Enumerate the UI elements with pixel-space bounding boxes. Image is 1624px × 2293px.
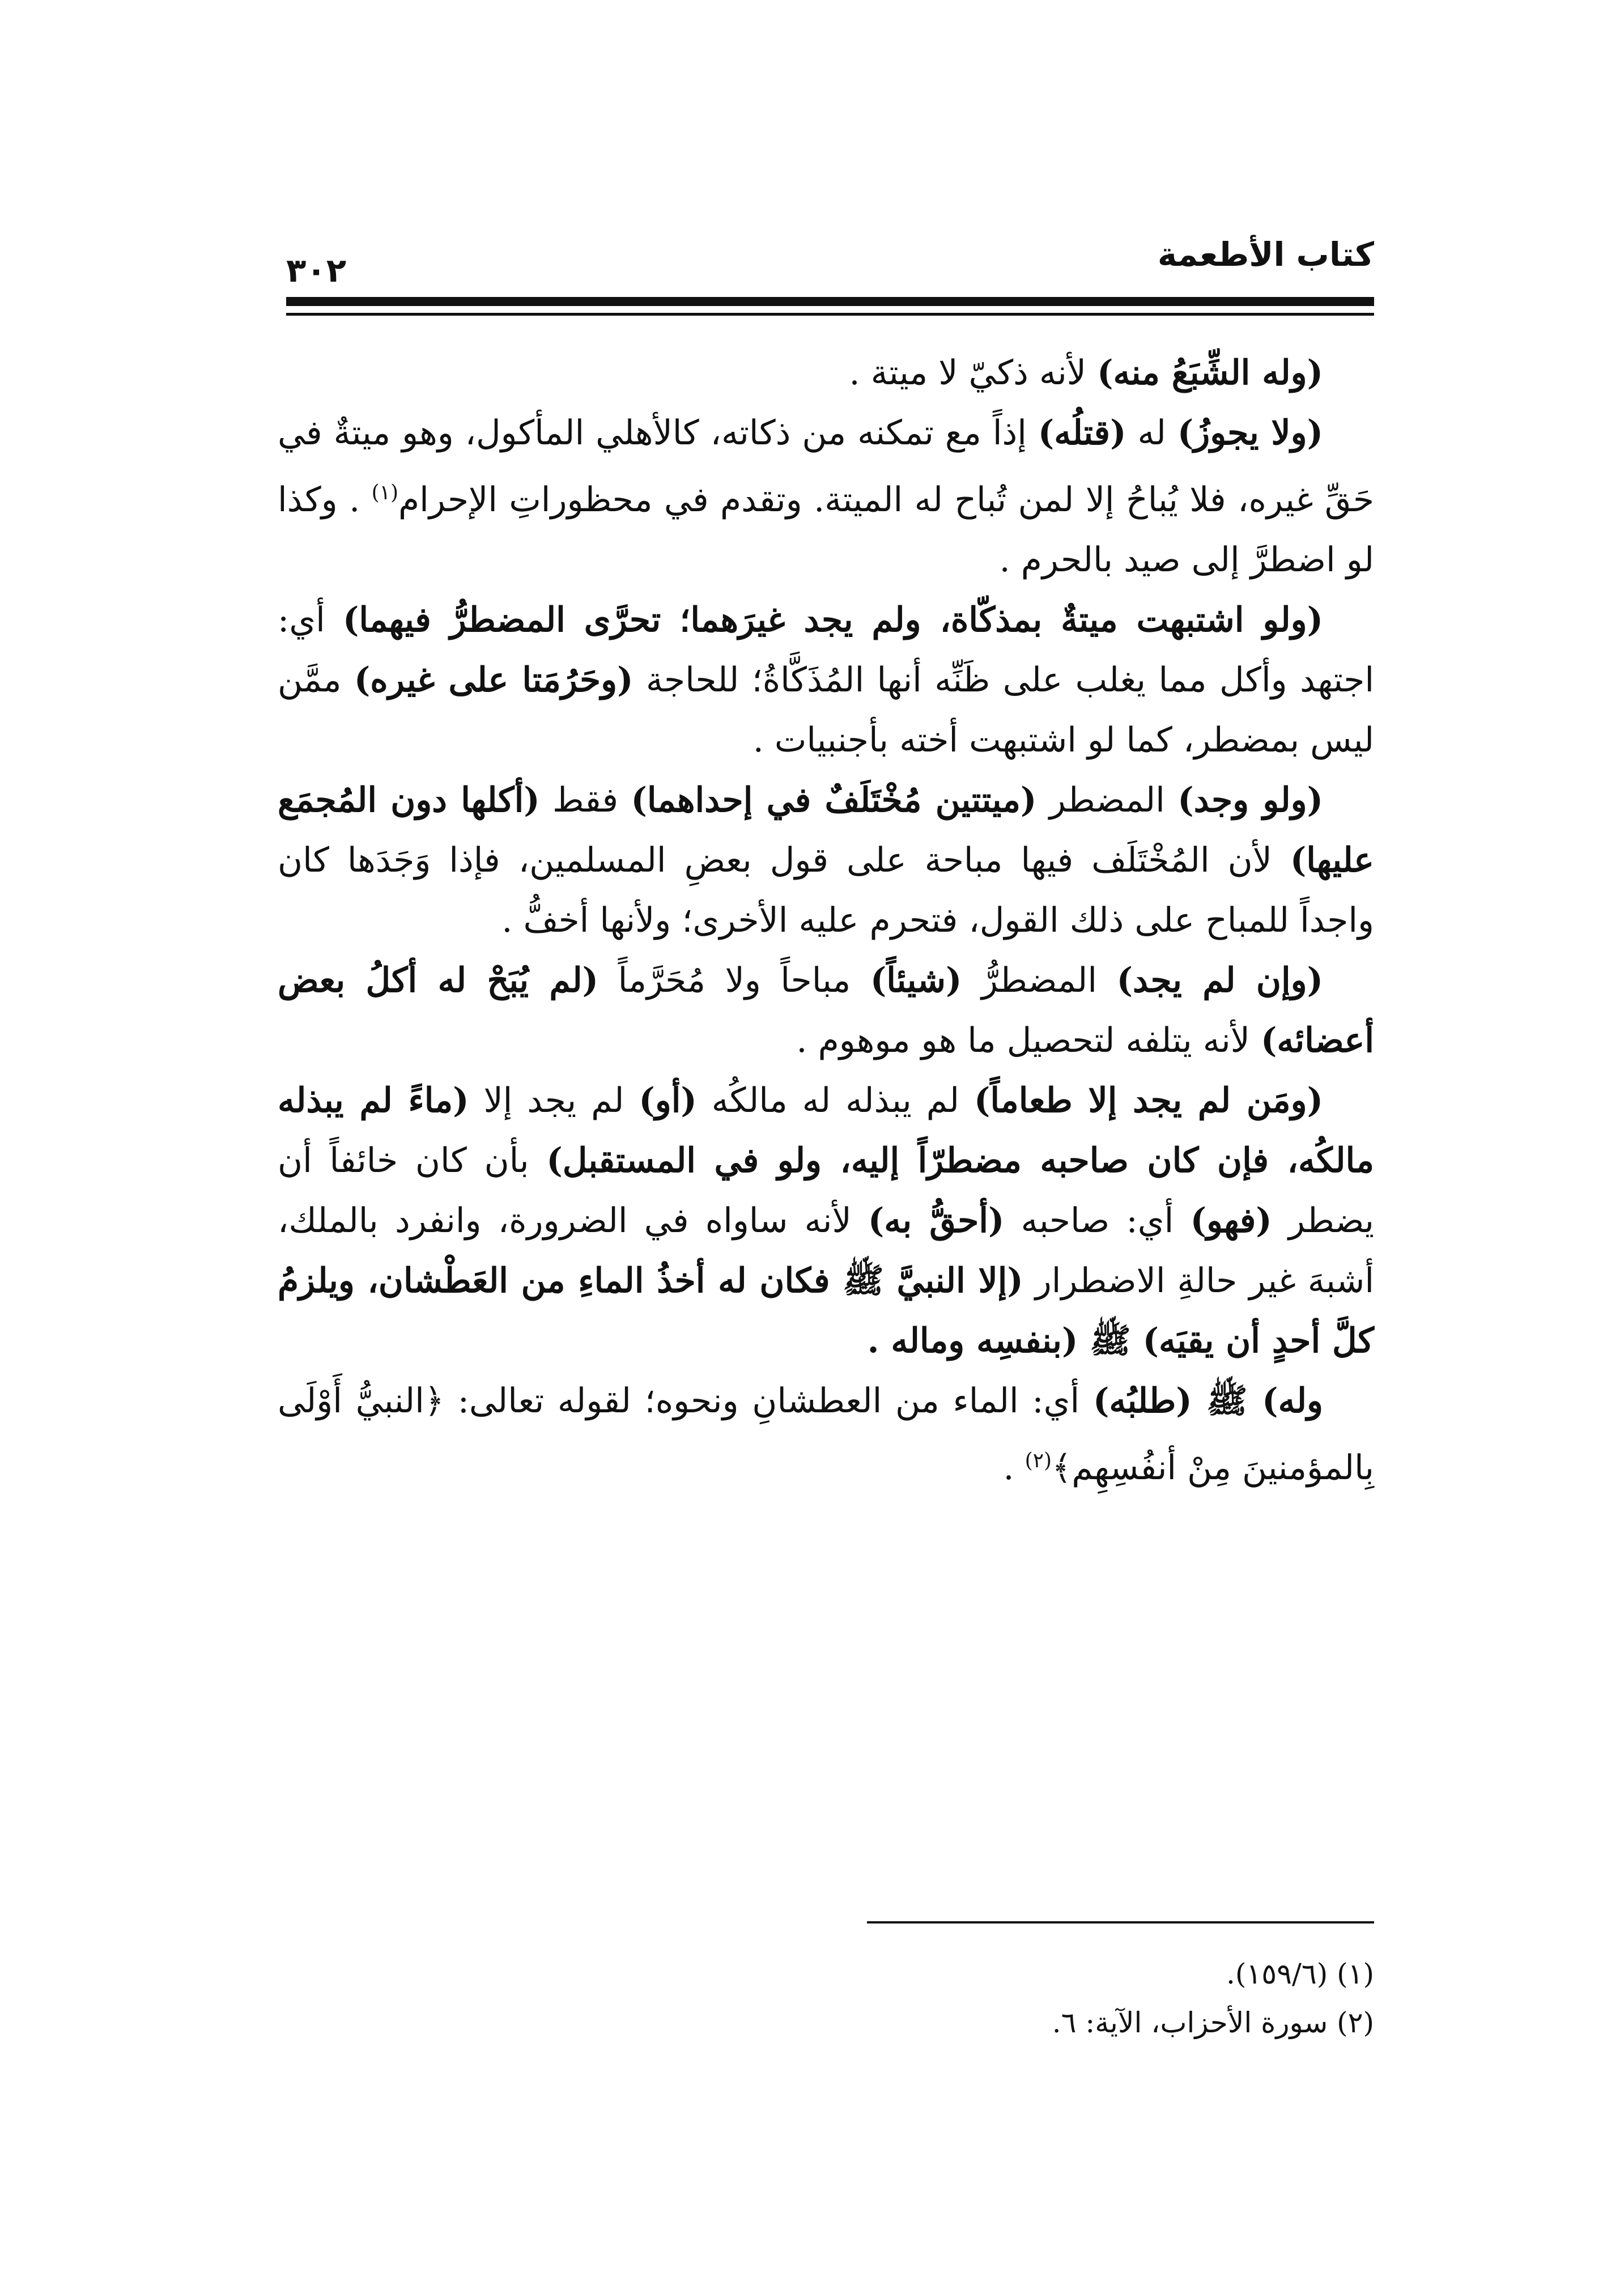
commentary-text: أي: صاحبه xyxy=(1004,1201,1191,1241)
commentary-text: بأن كان خائفاً أن يضطر xyxy=(278,1141,1374,1241)
commentary-text: لأنه ذكيّ لا ميتة . xyxy=(849,353,1098,393)
commentary-text: لم يبذله له مالكُه xyxy=(696,1081,974,1120)
commentary-text: أي: اجتهد وأكل مما يغلب على ظَنِّه أنها المُذَكَّاةُ؛ للحاجة xyxy=(278,600,1374,700)
footnote-marker: (١) xyxy=(371,481,399,504)
commentary-text: فقط xyxy=(539,780,631,820)
paragraph xyxy=(278,950,1374,1071)
matn-text: (ولا يجوزُ) xyxy=(1177,413,1323,453)
matn-text: (أكلها دون المُجمَع عليها) xyxy=(278,780,1374,880)
body-text xyxy=(278,343,1374,1498)
matn-text: (إلا النبيَّ ﷺ فكان له أخذُ الماءِ من العَطْشان، ويلزمُ كلَّ أحدٍ أن يقيَه) ﷺ (بنفسِه وماله . xyxy=(278,1261,1374,1361)
commentary-text: لأنه ساواه في الضرورة، وانفرد بالملك، أشبهَ غير حالةِ الاضطرار xyxy=(278,1201,1374,1301)
commentary-text: ممَّن ليس بمضطر، كما لو اشتبهت أخته بأجنبيات . xyxy=(278,660,1374,760)
matn-text: (ميتتين مُخْتَلَفٌ في إحداهما) xyxy=(631,780,1037,820)
commentary-text: . xyxy=(1003,1448,1025,1488)
matn-text: (وله الشِّبَعُ منه) xyxy=(1097,353,1323,393)
paragraph xyxy=(278,403,1374,590)
matn-text: (قتلُه) xyxy=(1038,413,1126,453)
commentary-text: مباحاً ولا مُحَرَّماً xyxy=(598,961,870,1000)
header-rule-thin xyxy=(286,313,1374,316)
page-number: ٣٠٢ xyxy=(286,251,347,290)
commentary-text: لأنه يتلفه لتحصيل ما هو موهوم . xyxy=(796,1021,1261,1060)
running-header xyxy=(286,224,1374,290)
matn-text: (وإن لم يجد) xyxy=(1116,961,1324,1000)
matn-text: (ومَن لم يجد إلا طعاماً) xyxy=(973,1081,1323,1120)
matn-text: (أحقُّ به) xyxy=(868,1201,1005,1241)
footnote-separator xyxy=(867,1921,1374,1923)
paragraph xyxy=(278,343,1374,403)
matn-text: (ولو وجد) xyxy=(1177,780,1324,820)
commentary-text: لم يجد إلا xyxy=(469,1081,639,1120)
footnotes xyxy=(737,1950,1374,2047)
paragraph xyxy=(278,1071,1374,1371)
commentary-text: المضطرُّ xyxy=(962,961,1117,1000)
commentary-text: لأن المُخْتَلَف فيها مباحة على قول بعضِ المسلمين، فإذا وَجَدَها كان واجداً للمباح على ذلك القول، فتحرم عليه الأخرى؛ ولأنها أخفُّ . xyxy=(278,840,1374,940)
matn-text: (فهو) xyxy=(1190,1201,1272,1241)
matn-text: (شيئاً) xyxy=(870,961,962,1000)
matn-text: (لم يُبَحْ له أكلُ بعض أعضائه) xyxy=(278,961,1374,1060)
footnote-2: (٢) سورة الأحزاب، الآية: ٦. xyxy=(1052,2006,1374,2039)
commentary-text: المضطر xyxy=(1036,780,1178,820)
matn-text: (ماءً لم يبذله مالكُه، فإن كان صاحبه مضطرّاً إليه، ولو في المستقبل) xyxy=(278,1081,1374,1181)
matn-text: (أو) xyxy=(639,1081,697,1120)
commentary-text: أي: الماء من العطشانِ ونحوه؛ لقوله تعالى: ﴿النبيُّ أَوْلَى بِالمؤمنينَ مِنْ أنفُسِهِم﴾ xyxy=(278,1381,1374,1488)
commentary-text: إذاً مع تمكنه من ذكاته، كالأهلي المأكول، وهو ميتةٌ في حَقِّ غيره، فلا يُباحُ إلا لمن تُباح له الميتة. وتقدم في محظوراتِ الإحرام xyxy=(278,413,1374,520)
matn-text: وله) ﷺ (طلبُه) xyxy=(1092,1381,1323,1421)
paragraph xyxy=(278,770,1374,950)
running-title: كتاب الأطعمة xyxy=(1157,235,1374,274)
paragraph xyxy=(278,1371,1374,1498)
footnote-marker: (٢) xyxy=(1024,1449,1052,1472)
footnote-1: (١) (١٥٩/٦). xyxy=(1226,1957,1374,1990)
paragraph xyxy=(278,590,1374,770)
commentary-text: . وكذا لو اضطرَّ إلى صيد بالحرم . xyxy=(278,480,1374,580)
commentary-text: له xyxy=(1126,413,1177,453)
header-rule-thick xyxy=(286,297,1374,306)
matn-text: (ولو اشتبهت ميتةٌ بمذكّاة، ولم يجد غيرَهما؛ تحرَّى المضطرُّ فيهما) xyxy=(343,600,1324,640)
matn-text: (وحَرُمَتا على غيره) xyxy=(354,660,634,700)
